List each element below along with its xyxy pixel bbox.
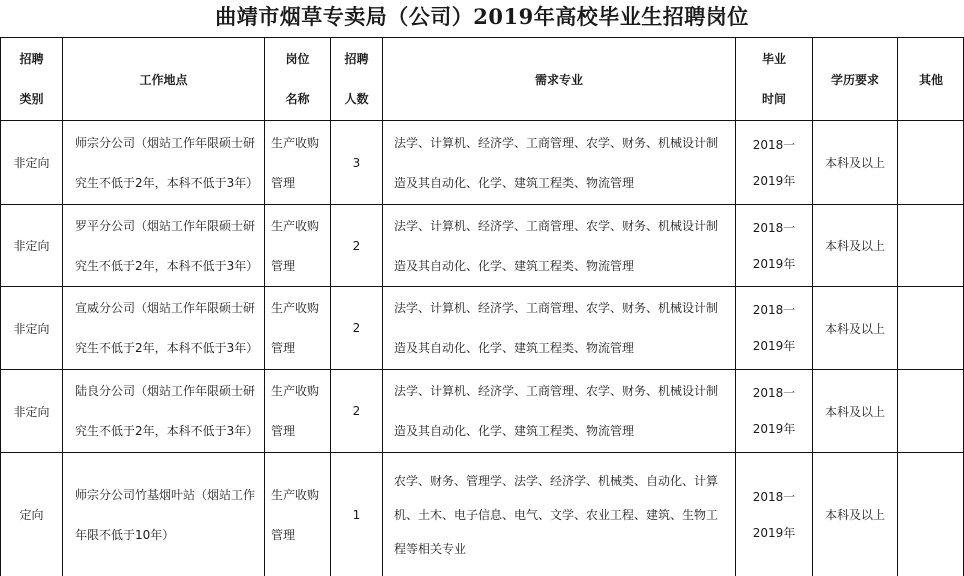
cell-education [813, 121, 897, 204]
cell-category-text: 定向 [19, 508, 44, 522]
page-title: 曲靖市烟草专卖局（公司）2019年高校毕业生招聘岗位 [215, 4, 749, 29]
header-count-line: 人数 [344, 92, 369, 106]
header-other: 其他 [918, 72, 943, 87]
cell-education [813, 287, 897, 369]
cell-count [331, 287, 382, 369]
cell-category-text: 非定向 [13, 321, 50, 336]
cell-count-text: 2 [352, 238, 361, 253]
cell-other [898, 205, 964, 286]
cell-grad-time-line: 2018一 [752, 489, 796, 504]
cell-grad-time [736, 453, 812, 576]
cell-grad-time-line: 2018一 [752, 386, 796, 400]
header-grad-time [736, 38, 812, 120]
cell-education-text: 本科及以上 [824, 156, 885, 170]
header-count [331, 38, 382, 120]
cell-major-line: 法学、计算机、经济学、工商管理、农学、财务、机械设计制 [394, 135, 719, 150]
cell-other [898, 370, 964, 452]
cell-category [1, 370, 62, 452]
cell-other [898, 121, 964, 204]
cell-position-line: 生产收购 [271, 301, 320, 315]
cell-count-text: 2 [352, 321, 361, 335]
cell-other [898, 453, 964, 576]
cell-location-line: 究生不低于2年，本科不低于3年） [75, 175, 259, 190]
cell-grad-time-line: 2019年 [752, 339, 796, 353]
cell-education [813, 370, 897, 452]
cell-position [265, 205, 330, 286]
cell-major-line: 造及其自动化、化学、建筑工程类、物流管理 [394, 424, 635, 438]
cell-category [1, 287, 62, 369]
cell-count-text: 2 [352, 404, 361, 418]
cell-location [63, 287, 264, 369]
cell-location-line: 师宗分公司（烟站工作年限硕士研 [75, 135, 256, 150]
cell-other [898, 287, 964, 369]
cell-major-line: 农学、财务、管理学、法学、经济学、机械类、自动化、计算 [394, 473, 719, 488]
cell-count [331, 121, 382, 204]
header-count-line: 招聘 [344, 52, 369, 66]
cell-location [63, 205, 264, 286]
cell-location-line: 究生不低于2年，本科不低于3年） [75, 341, 259, 355]
header-grad-time-line: 时间 [761, 92, 786, 106]
cell-position-line: 管理 [271, 341, 296, 355]
cell-major [383, 121, 735, 204]
cell-major-line: 造及其自动化、化学、建筑工程类、物流管理 [394, 258, 635, 273]
cell-position-line: 生产收购 [271, 135, 320, 150]
cell-location-line: 师宗分公司竹基烟叶站（烟站工作 [75, 487, 256, 502]
cell-grad-time [736, 287, 812, 369]
cell-location-line: 陆良分公司（烟站工作年限硕士研 [75, 384, 256, 398]
header-grad-time-line: 毕业 [761, 52, 786, 66]
cell-education-text: 本科及以上 [824, 404, 885, 419]
cell-count [331, 205, 382, 286]
cell-location-line: 究生不低于2年，本科不低于3年） [75, 424, 259, 438]
cell-grad-time-line: 2018一 [752, 303, 796, 317]
cell-position-line: 生产收购 [271, 384, 320, 398]
cell-position-line: 管理 [271, 424, 296, 438]
cell-major [383, 205, 735, 286]
header-category-line: 类别 [19, 92, 44, 106]
cell-category [1, 205, 62, 286]
cell-position [265, 121, 330, 204]
cell-count-text: 1 [352, 507, 361, 522]
cell-education-text: 本科及以上 [824, 508, 885, 522]
cell-position [265, 370, 330, 452]
cell-category [1, 121, 62, 204]
header-position-line: 名称 [285, 92, 310, 106]
cell-grad-time [736, 205, 812, 286]
cell-education-text: 本科及以上 [824, 321, 885, 336]
header-category-line: 招聘 [19, 52, 44, 66]
cell-location-line: 年限不低于10年） [75, 527, 175, 542]
cell-grad-time-line: 2019年 [752, 525, 796, 540]
cell-major-line: 法学、计算机、经济学、工商管理、农学、财务、机械设计制 [394, 218, 719, 233]
header-position-line: 岗位 [285, 52, 310, 66]
cell-position [265, 453, 330, 576]
cell-position [265, 287, 330, 369]
cell-category-text: 非定向 [13, 404, 50, 419]
header-education: 学历要求 [830, 72, 879, 87]
cell-location [63, 370, 264, 452]
cell-grad-time-line: 2019年 [752, 256, 796, 271]
cell-education [813, 205, 897, 286]
cell-major-line: 程等相关专业 [394, 541, 467, 556]
cell-location [63, 121, 264, 204]
header-category [1, 38, 62, 120]
cell-location [63, 453, 264, 576]
header-position [265, 38, 330, 120]
cell-major-line: 法学、计算机、经济学、工商管理、农学、财务、机械设计制 [394, 384, 719, 398]
cell-position-line: 生产收购 [271, 218, 320, 233]
cell-position-line: 生产收购 [271, 487, 320, 502]
header-location: 工作地点 [139, 72, 188, 87]
cell-major-line: 造及其自动化、化学、建筑工程类、物流管理 [394, 341, 635, 355]
header-major: 需求专业 [534, 72, 583, 87]
cell-position-line: 管理 [271, 175, 296, 190]
cell-location-line: 罗平分公司（烟站工作年限硕士研 [75, 218, 256, 233]
cell-count [331, 370, 382, 452]
cell-category-text: 非定向 [13, 239, 50, 253]
cell-count [331, 453, 382, 576]
cell-grad-time [736, 121, 812, 204]
cell-major [383, 287, 735, 369]
cell-major-line: 法学、计算机、经济学、工商管理、农学、财务、机械设计制 [394, 301, 719, 315]
cell-grad-time [736, 370, 812, 452]
cell-education [813, 453, 897, 576]
cell-major [383, 370, 735, 452]
cell-major-line: 机、土木、电子信息、电气、文学、农业工程、建筑、生物工 [394, 507, 719, 522]
cell-grad-time-line: 2019年 [752, 173, 796, 188]
cell-position-line: 管理 [271, 258, 296, 273]
cell-category-text: 非定向 [13, 156, 50, 170]
cell-location-line: 究生不低于2年，本科不低于3年） [75, 258, 259, 273]
cell-major-line: 造及其自动化、化学、建筑工程类、物流管理 [394, 175, 635, 190]
cell-education-text: 本科及以上 [824, 239, 885, 253]
cell-major [383, 453, 735, 576]
cell-count-text: 3 [352, 155, 361, 170]
cell-grad-time-line: 2019年 [752, 422, 796, 436]
cell-grad-time-line: 2018一 [752, 137, 796, 152]
cell-grad-time-line: 2018一 [752, 220, 796, 235]
cell-category [1, 453, 62, 576]
cell-position-line: 管理 [271, 527, 296, 542]
cell-location-line: 宣威分公司（烟站工作年限硕士研 [75, 301, 256, 315]
